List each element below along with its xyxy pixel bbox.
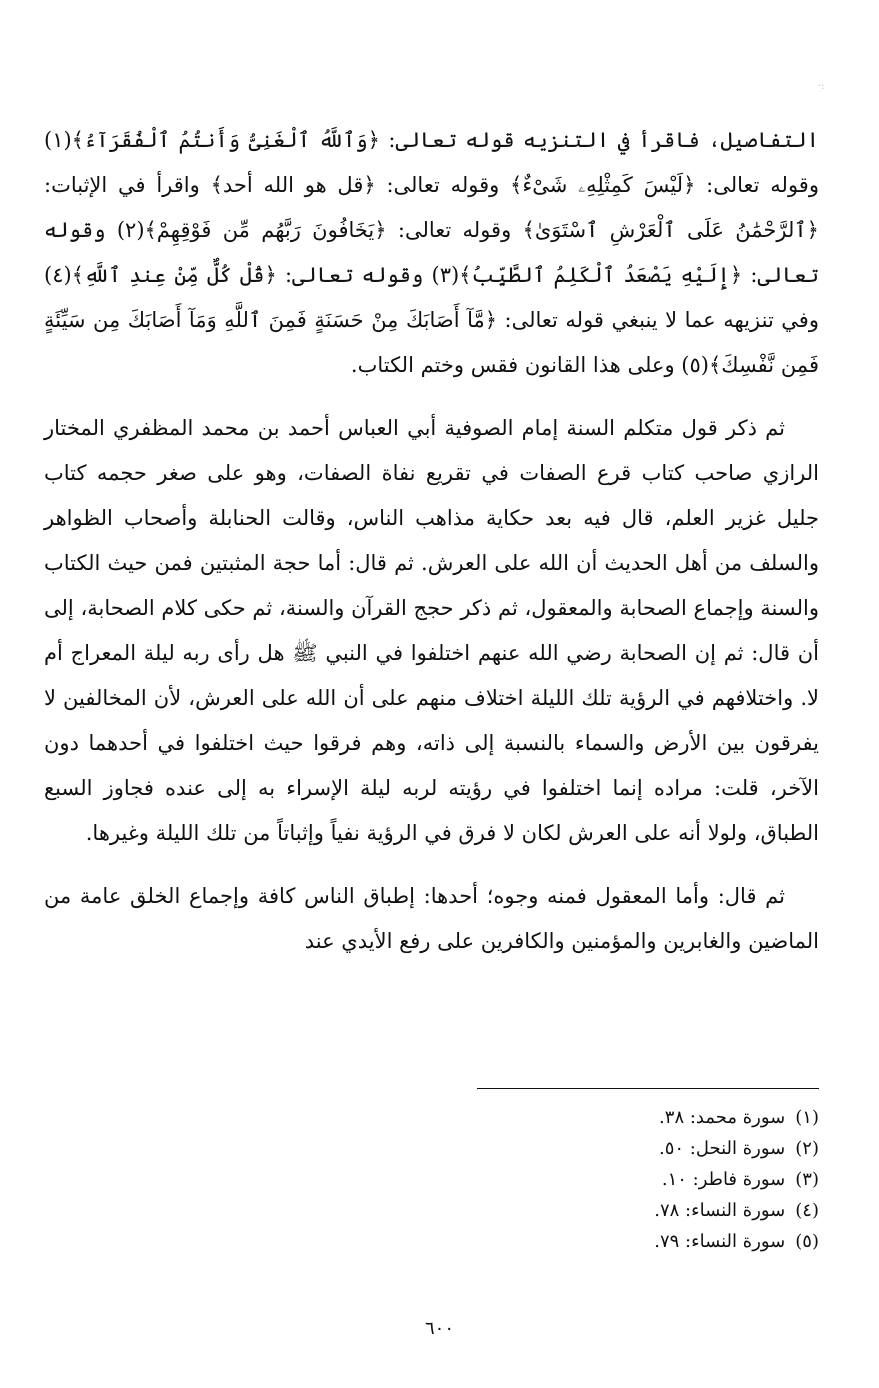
footnote (479, 1164, 819, 1195)
footnote (479, 1133, 819, 1164)
footnote-text: سورة النحل: ٥٠. (659, 1138, 786, 1159)
page-number: ٦٠٠ (424, 1318, 454, 1339)
footnote-number: (٣) (795, 1169, 819, 1190)
main-text (44, 118, 819, 964)
footnote-text: سورة النساء: ٧٨. (654, 1200, 786, 1221)
scan-speck: ·: (818, 81, 825, 92)
paragraph-3: ثم قال: وأما المعقول فمنه وجوه؛ أحدها: إطباق الناس كافة وإجماع الخلق عامة من الماضين والغابرين والمؤمنين والكافرين على رفع الأيدي عند (44, 884, 819, 953)
footnote (479, 1102, 819, 1133)
footnote-separator (477, 1088, 819, 1089)
paragraph-2: ثم ذكر قول متكلم السنة إمام الصوفية أبي العباس أحمد بن محمد المظفري المختار الرازي صاحب كتاب قرع الصفات في تقريع نفاة الصفات، وهو على صغر حجمه كتاب جليل غزير العلم، قال فيه بعد حكاية مذاهب الناس، وقالت الحنابلة وأصحاب الظواهر والسلف من أهل الحديث أن الله على العرش. ثم قال: أما حجة المثبتين فمن حيث الكتاب والسنة وإجماع الصحابة والمعقول، ثم ذكر حجج القرآن والسنة، ثم حكى كلام الصحابة، إلى أن قال: ثم إن الصحابة رضي الله عنهم اختلفوا في النبي ﷺ هل رأى ربه ليلة المعراج أم لا. واختلافهم في الرؤية تلك الليلة اختلاف منهم على أن الله على العرش، لأن المخالفين لا يفرقون بين الأرض والسماء بالنسبة إلى ذاته، وهم فرقوا حيث اختلفوا في أحدهما دون الآخر، قلت: مراده إنما اختلفوا في رؤيته لربه ليلة الإسراء به إلى عنده فجاوز السبع الطباق، ولولا أنه على العرش لكان لا فرق في الرؤية نفياً وإثباتاً من تلك الليلة وغيرها. (44, 416, 819, 845)
footnote (479, 1195, 819, 1226)
footnote-text: سورة محمد: ٣٨. (659, 1107, 786, 1128)
footnote-number: (١) (795, 1107, 819, 1128)
footnotes (479, 1102, 819, 1257)
paragraph-1: التفاصيل، فاقرأ في التنزيه قوله تعالى: ﴿وَٱللَّهُ ٱلْغَنِىُّ وَأَنتُمُ ٱلْفُقَرَآءُ﴾(١) وقوله تعالى: ﴿لَيْسَ كَمِثْلِهِۦ شَىْءٌ﴾ وقوله تعالى: ﴿قل هو الله أحد﴾ واقرأ في الإثبات: ﴿ٱلرَّحْمَٰنُ عَلَى ٱلْعَرْشِ ٱسْتَوَىٰ﴾ وقوله تعالى: ﴿يَخَافُونَ رَبَّهُم مِّن فَوْقِهِمْ﴾(٢) وقوله تعالى: ﴿إِلَيْهِ يَصْعَدُ ٱلْكَلِمُ ٱلطَّيِّبُ﴾(٣) وقوله تعالى: ﴿قُلْ كُلٌّ مِّنْ عِندِ ٱللَّهِ﴾(٤) وفي تنزيهه عما لا ينبغي قوله تعالى: ﴿مَّآ أَصَابَكَ مِنْ حَسَنَةٍ فَمِنَ ٱللَّهِ وَمَآ أَصَابَكَ مِن سَيِّئَةٍ فَمِن نَّفْسِكَ﴾(٥) وعلى هذا القانون فقس وختم الكتاب. (44, 128, 819, 377)
footnote-text: سورة النساء: ٧٩. (654, 1231, 786, 1252)
footnote-text: سورة فاطر: ١٠. (661, 1169, 786, 1190)
footnote-number: (٤) (795, 1200, 819, 1221)
footnote (479, 1226, 819, 1257)
footnote-number: (٢) (795, 1138, 819, 1159)
footnote-number: (٥) (795, 1231, 819, 1252)
